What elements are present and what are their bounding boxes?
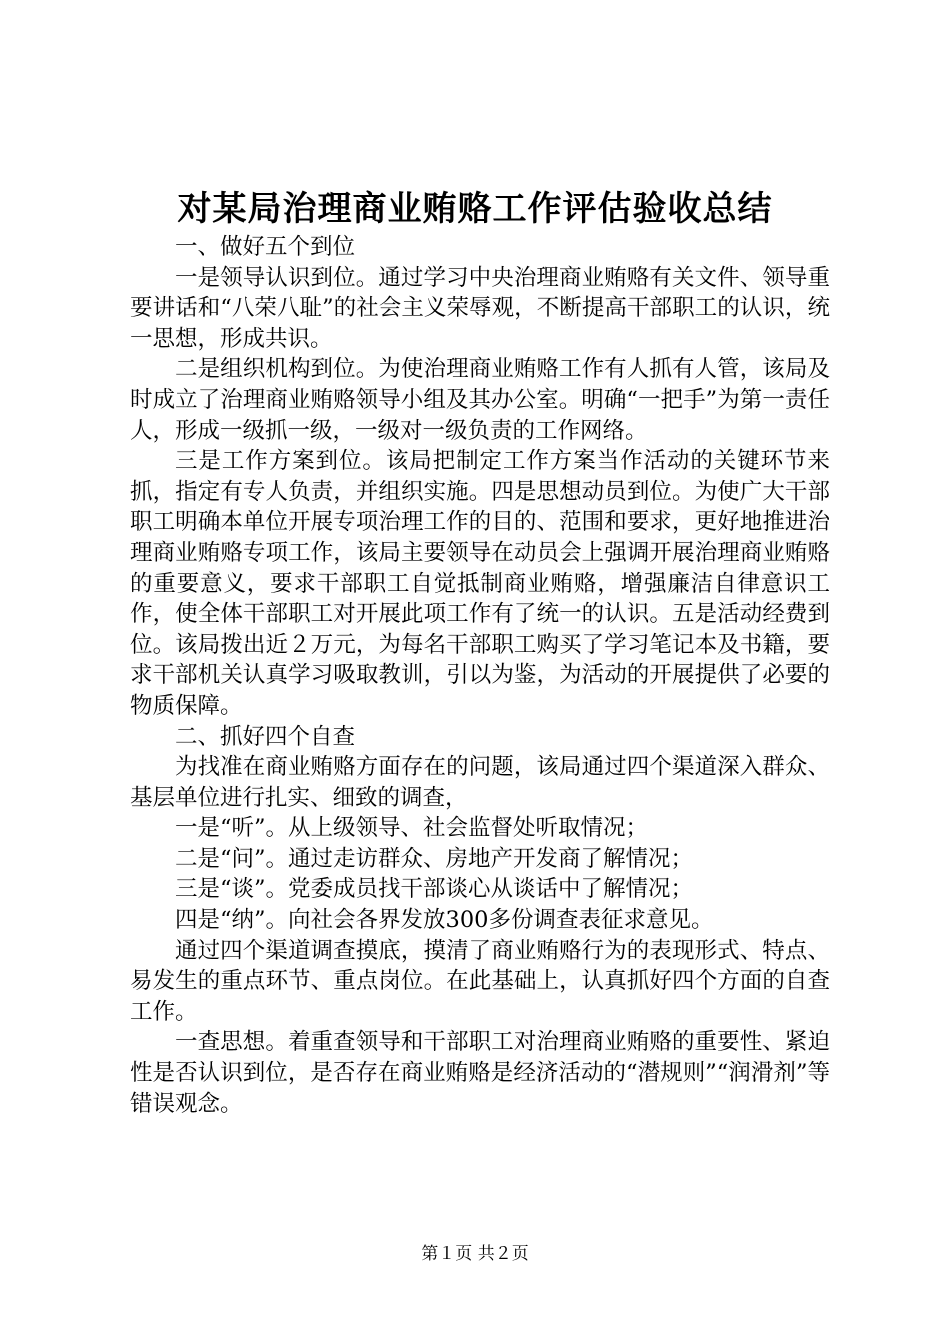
list-item: 三是“谈”。党委成员找干部谈心从谈话中了解情况； bbox=[175, 876, 694, 903]
list-item: 一是“听”。从上级领导、社会监督处听取情况； bbox=[175, 815, 649, 842]
paragraph: 一是领导认识到位。通过学习中央治理商业贿赂有关文件、领导重要讲话和“八荣八耻”的社会主义荣辱观，不断提高干部职工的认识，统一思想，形成共识。 bbox=[130, 264, 830, 352]
document-title: 对某局治理商业贿赂工作评估验收总结 bbox=[177, 189, 773, 229]
section-heading-2: 二、抓好四个自查 bbox=[175, 723, 356, 750]
paragraph: 二是组织机构到位。为使治理商业贿赂工作有人抓有人管，该局及时成立了治理商业贿赂领导小组及其办公室。明确“一把手”为第一责任人，形成一级抓一级，一级对一级负责的工作网络。 bbox=[130, 356, 830, 444]
section-heading-1: 一、做好五个到位 bbox=[175, 234, 356, 260]
paragraph: 一查思想。着重查领导和干部职工对治理商业贿赂的重要性、紧迫性是否认识到位，是否存在商业贿赂是经济活动的“潜规则”“润滑剂”等错误观念。 bbox=[130, 1029, 830, 1117]
paragraph: 为找准在商业贿赂方面存在的问题，该局通过四个渠道深入群众、基层单位进行扎实、细致的调查， bbox=[130, 754, 830, 811]
paragraph: 三是工作方案到位。该局把制定工作方案当作活动的关键环节来抓，指定有专人负责，并组织实施。四是思想动员到位。为使广大干部职工明确本单位开展专项治理工作的目的、范围和要求，更好地推进治理商业贿赂专项工作，该局主要领导在动员会上强调开展治理商业贿赂的重要意义，要求干部职工自觉抵制商业贿赂，增强廉洁自律意识工作，使全体干部职工对开展此项工作有了统一的认识。五是活动经费到位。该局拨出近２万元，为每名干部职工购买了学习笔记本及书籍，要求干部机关认真学习吸取教训，引以为鉴，为活动的开展提供了必要的物质保障。 bbox=[130, 448, 830, 719]
document-body bbox=[130, 232, 830, 1119]
page-number: 第１页 共２页 bbox=[421, 1244, 529, 1264]
list-item: 二是“问”。通过走访群众、房地产开发商了解情况； bbox=[175, 845, 694, 872]
list-item: 四是“纳”。向社会各界发放300多份调查表征求意见。 bbox=[175, 907, 714, 934]
paragraph: 通过四个渠道调查摸底，摸清了商业贿赂行为的表现形式、特点、易发生的重点环节、重点岗位。在此基础上，认真抓好四个方面的自查工作。 bbox=[130, 937, 830, 1025]
